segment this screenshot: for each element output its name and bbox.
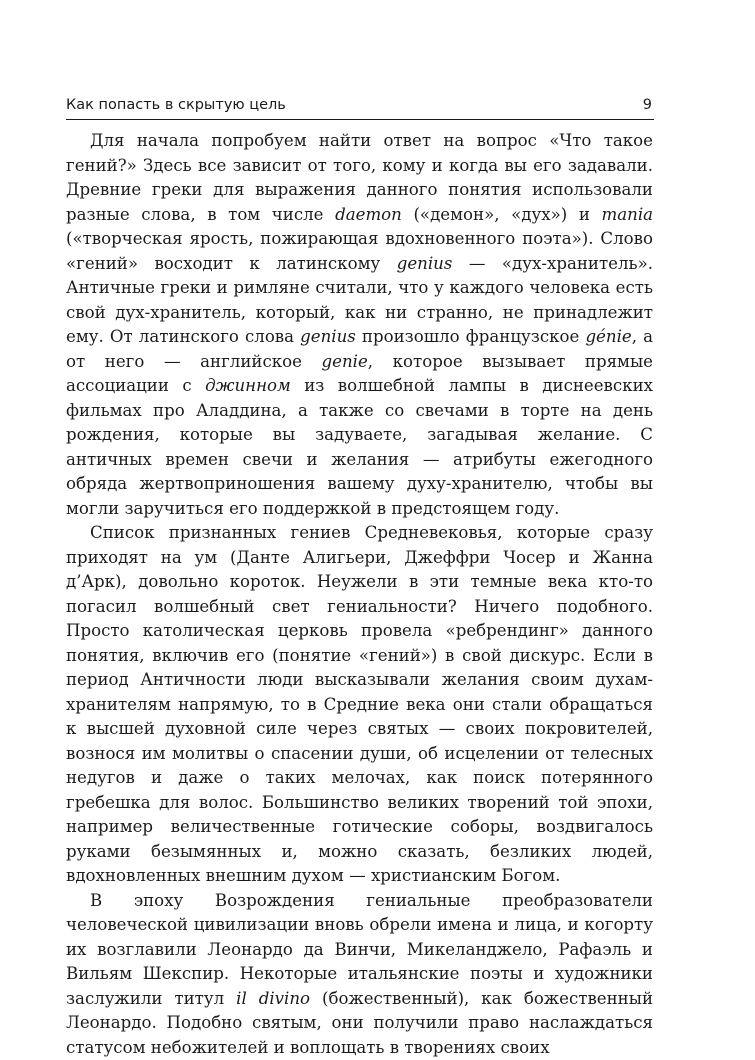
running-title: Как попасть в скрытую цель [66, 97, 286, 113]
body-text [66, 129, 653, 1060]
italic-term: mania [602, 205, 654, 224]
text-run: Список признанных гениев Средневековья, которые сразу приходят на ум (Данте Алигьери, Джеффри Чосер и Жанна д’Арк), довольно короток. Неужели в эти темные века кто-то погасил волшебный свет гениальности? Ничего подобного. Просто католическая церковь провела «ребрендинг» данного понятия, включив его (понятие «гений») в свой дискурс. Если в период Античности люди высказывали желания своим духам-хранителям напрямую, то в Средние века они стали обращаться к высшей духовной силе через святых — своих покровителей, вознося им молитвы о спасении души, об исцелении от телесных недугов и даже о таких мелочах, как поиск потерянного гребешка для волос. Большинство великих творений той эпохи, например величественные готические соборы, воздвигалось руками безымянных и, можно сказать, безликих людей, вдохновленных внешним духом — христианским Богом. [66, 523, 653, 885]
text-run: из волшебной лампы в диснеевских фильмах про Аладдина, а также со свечами в торте на день рождения, которые вы задуваете, загадывая желание. С античных времен свечи и желания — атрибуты ежегодного обряда жертвоприношения вашему духу-хранителю, чтобы вы могли заручиться его поддержкой в предстоящем году. [66, 376, 653, 518]
text-run: («творческая ярость, пожирающая вдохновенного поэта»). Слово «гений» восходит к латинскому [66, 229, 653, 273]
text-run: — «дух-хранитель». Античные греки и римляне считали, что у каждого человека есть свой дух-хранитель, который, как ни странно, не принадлежит ему. От латинского слова [66, 254, 653, 347]
text-run: Для начала попробуем найти ответ на вопрос «Что такое гений?» Здесь все зависит от того, кому и когда вы его задавали. Древние греки для выражения данного понятия использовали разные слова, в том числе [66, 131, 653, 224]
text-run: (божественный), как божественный Леонардо. Подобно святым, они получили право наслаждаться статусом небожителей и воплощать в творениях своих [66, 989, 653, 1057]
text-run: произошло французское [356, 327, 586, 346]
paragraph [66, 129, 653, 521]
italic-term: genie [322, 352, 368, 371]
running-header [66, 95, 654, 120]
italic-term: genius [397, 254, 453, 273]
italic-term: джинном [205, 376, 291, 395]
italic-term: daemon [335, 205, 402, 224]
paragraph [66, 521, 653, 889]
text-run: («демон», «дух») и [402, 205, 602, 224]
page-number: 9 [643, 97, 652, 113]
text-run: , а от него — английское [66, 327, 653, 371]
italic-term: génie [585, 327, 631, 346]
italic-term: genius [300, 327, 356, 346]
text-run: В эпоху Возрождения гениальные преобразователи человеческой цивилизации вновь обрели имена и лица, и когорту их возглавили Леонардо да Винчи, Микеланджело, Рафаэль и Вильям Шекспир. Некоторые итальянские поэты и художники заслужили титул [66, 891, 653, 1008]
paragraph [66, 889, 653, 1060]
text-run: , которое вызывает прямые ассоциации с [66, 352, 653, 396]
italic-term: il divino [236, 989, 310, 1008]
